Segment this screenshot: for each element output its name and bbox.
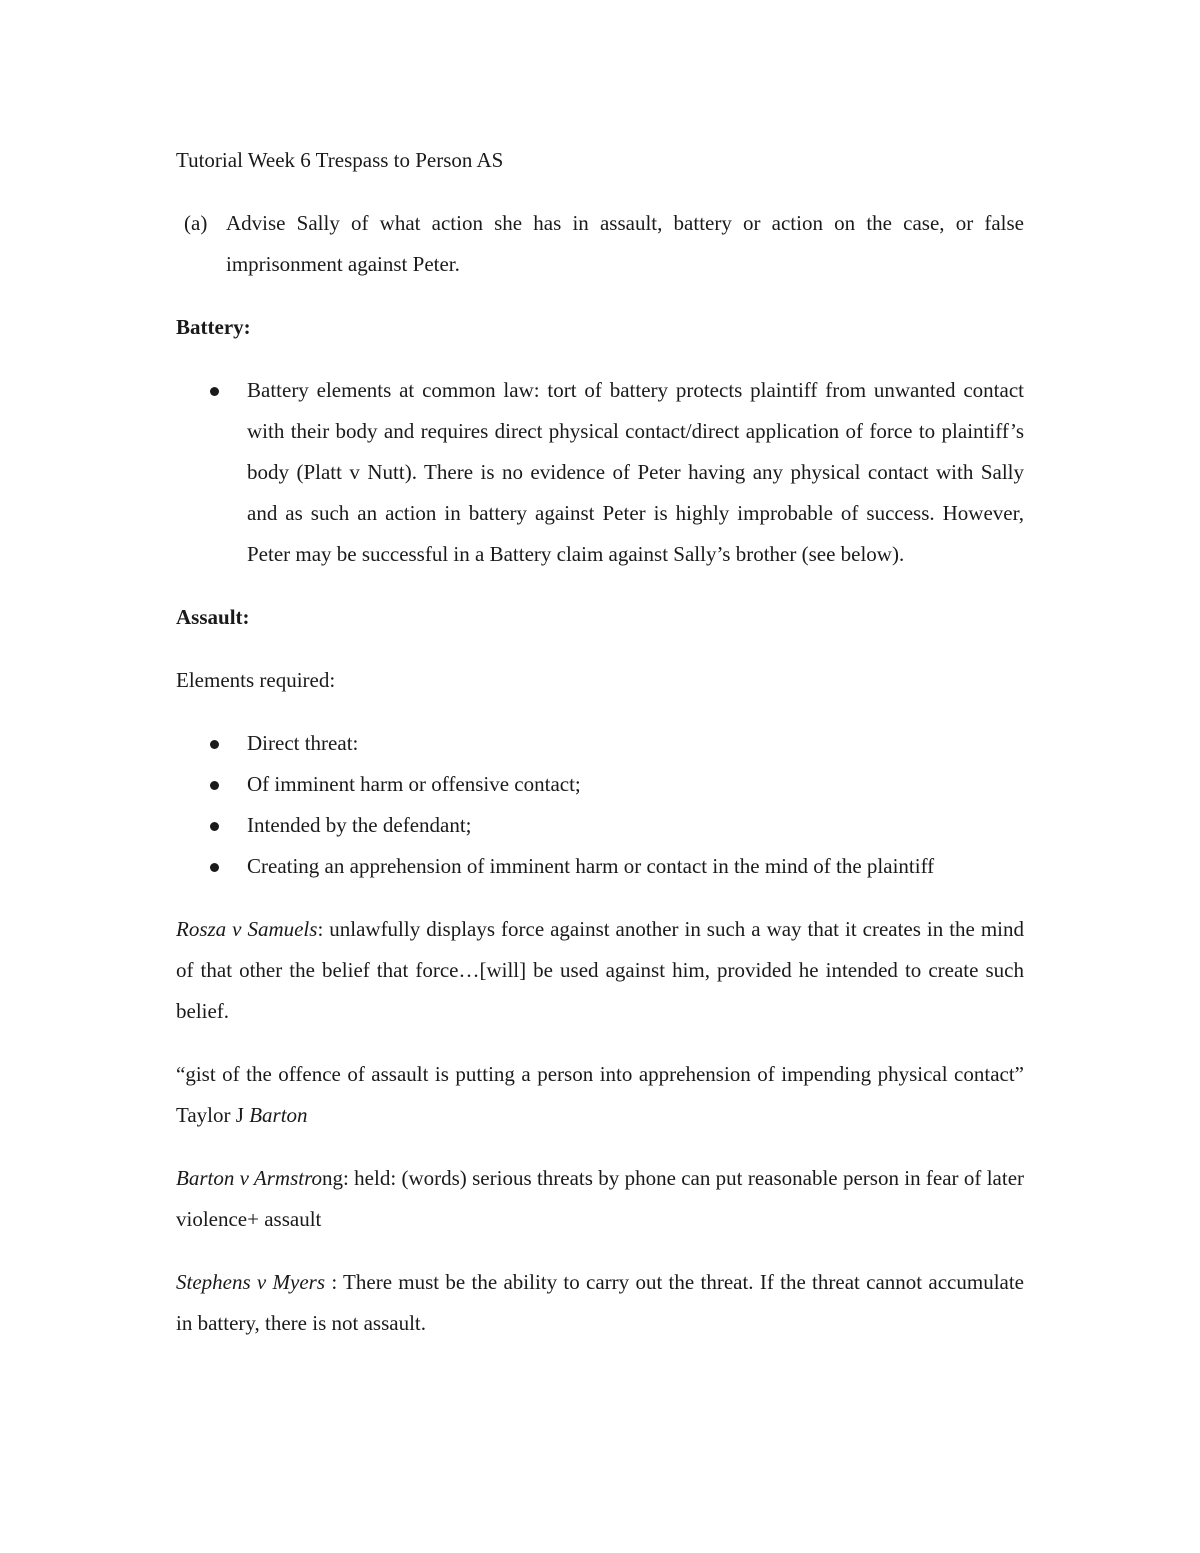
spacer [176, 181, 1024, 203]
case-name: Stephens v Myers [176, 1270, 326, 1294]
element-text: Direct threat: [247, 731, 359, 755]
spacer [176, 1032, 1024, 1054]
list-item [176, 370, 1024, 575]
question-a [176, 203, 1024, 285]
case-name: Barton v Armstro [176, 1166, 322, 1190]
quote-paragraph [176, 1054, 1024, 1136]
stephens-paragraph [176, 1262, 1024, 1344]
bullet-icon [176, 370, 247, 575]
document-title: Tutorial Week 6 Trespass to Person AS [176, 148, 504, 172]
case-text: : unlawfully displays force against another in such a way that it creates in the mind of that other the belief that force…[will] be used against him, provided he intended to create such belief. [176, 917, 1024, 1023]
list-item [176, 723, 1024, 764]
element-text: Creating an apprehension of imminent harm or contact in the mind of the plaintiff [247, 854, 935, 878]
case-text: : There must be the ability to carry out the threat. If the threat cannot accumulate in battery, there is not assault. [176, 1270, 1025, 1335]
question-text: Advise Sally of what action she has in assault, battery or action on the case, or false imprisonment against Peter. [226, 211, 1024, 276]
barton-paragraph [176, 1158, 1024, 1240]
elements-label: Elements required: [176, 668, 336, 692]
rosza-paragraph [176, 909, 1024, 1032]
bullet-icon [176, 805, 247, 846]
spacer [176, 348, 1024, 370]
battery-list [176, 370, 1024, 575]
document-page [176, 140, 1024, 1344]
spacer [176, 887, 1024, 909]
bullet-icon [176, 723, 247, 764]
assault-elements-list [176, 723, 1024, 887]
spacer [176, 701, 1024, 723]
spacer [176, 1136, 1024, 1158]
quote-text: “gist of the offence of assault is putting a person into apprehension of impending physical contact” Taylor J [176, 1062, 1024, 1127]
spacer [176, 1240, 1024, 1262]
list-item [176, 805, 1024, 846]
case-text: ng: held: (words) serious threats by phone can put reasonable person in fear of later violence+ assault [176, 1166, 1025, 1231]
bullet-icon [176, 846, 247, 887]
spacer [176, 638, 1024, 660]
battery-heading: Battery: [176, 315, 251, 339]
case-name: Rosza v Samuels [176, 917, 318, 941]
question-marker: (a) [184, 211, 208, 235]
element-text: Intended by the defendant; [247, 813, 472, 837]
assault-heading: Assault: [176, 605, 250, 629]
list-item [176, 764, 1024, 805]
spacer [176, 285, 1024, 307]
bullet-icon [176, 764, 247, 805]
element-text: Of imminent harm or offensive contact; [247, 772, 581, 796]
case-name: Barton [249, 1103, 308, 1127]
spacer [176, 575, 1024, 597]
list-item [176, 846, 1024, 887]
battery-bullet-text: Battery elements at common law: tort of battery protects plaintiff from unwanted contact with their body and requires direct physical contact/direct application of force to plaintiff’s body (Platt v Nutt). There is no evidence of Peter having any physical contact with Sally and as such an action in battery against Peter is highly improbable of success. However, Peter may be successful in a Battery claim against Sally’s brother (see below). [247, 378, 1024, 566]
